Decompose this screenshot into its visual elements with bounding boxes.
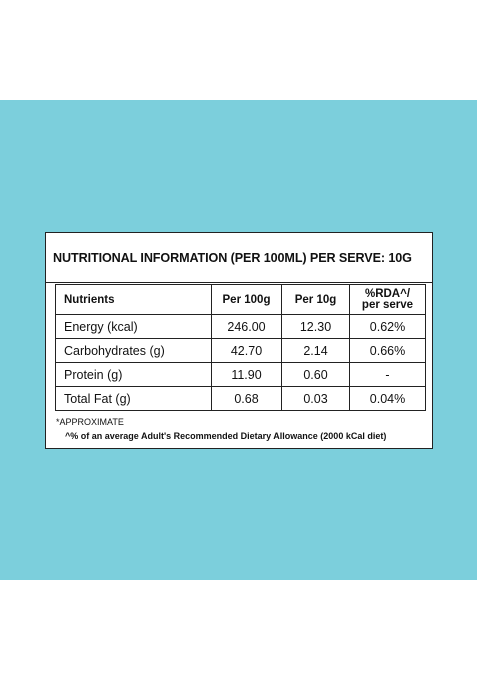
header-per-100g: Per 100g [212,285,282,315]
nutrient-name: Total Fat (g) [56,387,212,411]
nutrient-name: Energy (kcal) [56,315,212,339]
header-rda [350,285,426,315]
header-per-10g: Per 10g [282,285,350,315]
nutrient-name: Protein (g) [56,363,212,387]
approximate-note: *APPROXIMATE [56,417,124,427]
nutrition-title: NUTRITIONAL INFORMATION (PER 100ML) PER SERVE: 10G [46,233,432,283]
value-per-100g: 11.90 [212,363,282,387]
nutrition-card [45,232,433,449]
value-per-10g: 0.60 [282,363,350,387]
value-per-10g: 2.14 [282,339,350,363]
table-row [56,339,426,363]
value-per-100g: 0.68 [212,387,282,411]
table-header-row [56,285,426,315]
footnotes [56,415,424,443]
table-row [56,315,426,339]
header-rda-line1: %RDA^/ [364,287,411,300]
value-rda: 0.62% [350,315,426,339]
value-rda: - [350,363,426,387]
header-nutrients: Nutrients [56,285,212,315]
nutrition-table [55,284,426,411]
value-per-100g: 42.70 [212,339,282,363]
header-rda-line2: per serve [361,298,414,311]
value-per-10g: 12.30 [282,315,350,339]
value-rda: 0.66% [350,339,426,363]
table-row [56,387,426,411]
rda-footnote: ^% of an average Adult's Recommended Dietary Allowance (2000 kCal diet) [65,431,387,441]
value-per-10g: 0.03 [282,387,350,411]
value-per-100g: 246.00 [212,315,282,339]
nutrient-name: Carbohydrates (g) [56,339,212,363]
value-rda: 0.04% [350,387,426,411]
table-row [56,363,426,387]
